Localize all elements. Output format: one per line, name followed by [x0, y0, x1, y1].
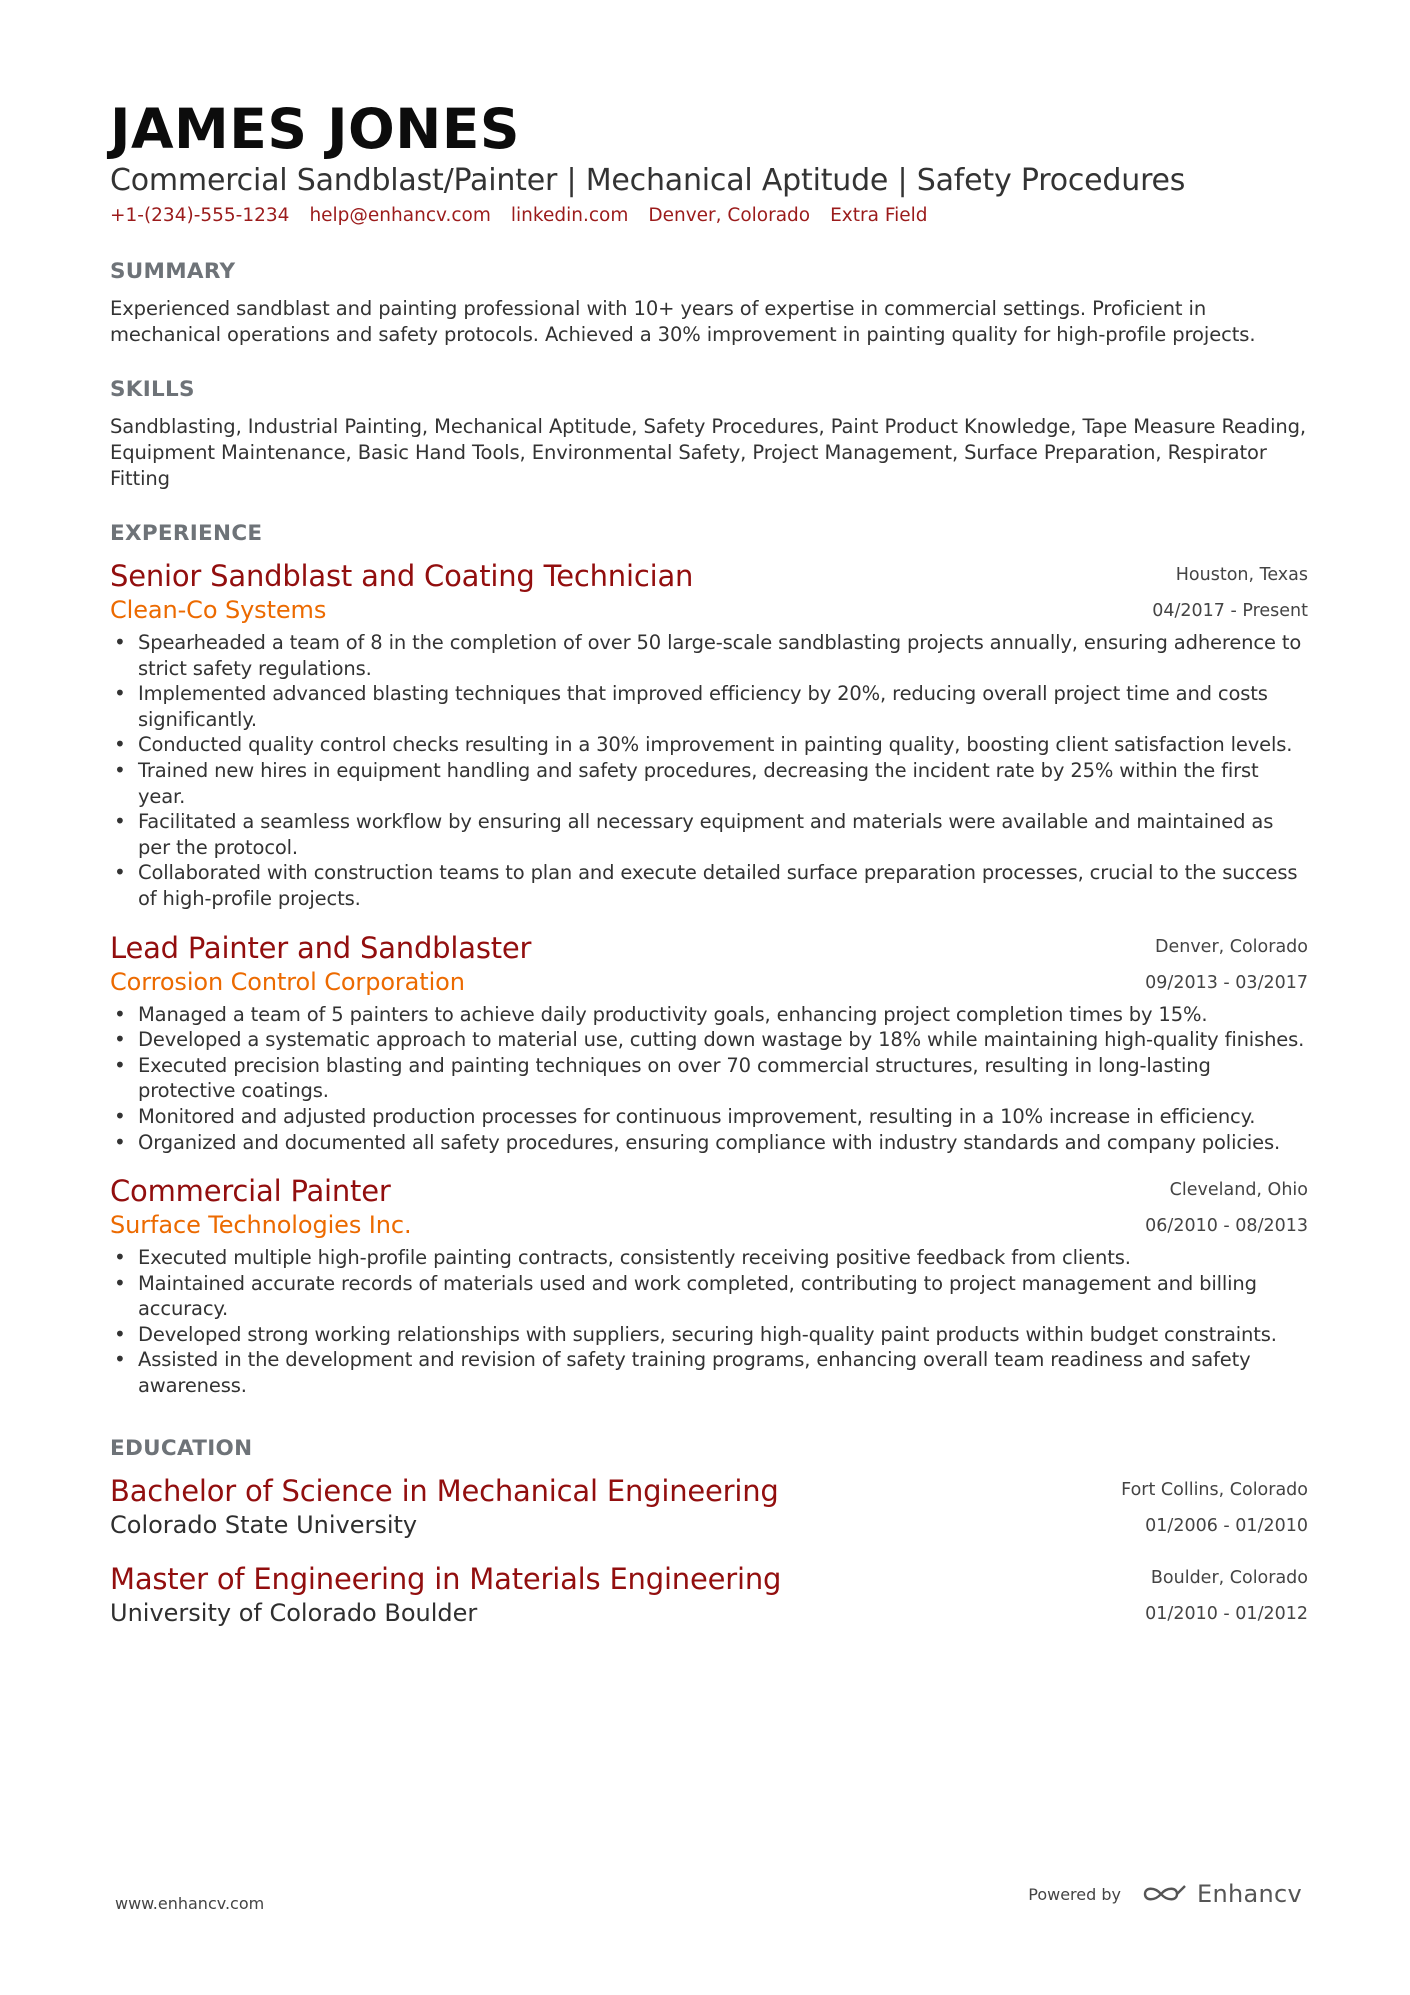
bullet-item: • Conducted quality control checks resulting in a 30% improvement in painting quality, boosting client satisfaction levels. [138, 732, 1308, 758]
skills-heading: SKILLS [110, 377, 195, 402]
contact-phone[interactable]: +1-(234)-555-1234 [110, 205, 290, 226]
experience-heading: EXPERIENCE [110, 521, 263, 546]
footer-branding [1028, 1880, 1302, 1908]
education-school: University of Colorado Boulder [110, 1598, 478, 1627]
bullet-item: • Maintained accurate records of materials used and work completed, contributing to project management and billing accuracy. [138, 1271, 1308, 1322]
bullet-item: • Collaborated with construction teams to plan and execute detailed surface preparation processes, crucial to the success of high-profile projects. [138, 860, 1308, 911]
experience-entry [110, 1173, 1308, 1399]
job-meta [1145, 1173, 1308, 1237]
job-company: Corrosion Control Corporation [110, 967, 465, 996]
job-location: Denver, Colorado [1154, 936, 1308, 957]
job-bullets [110, 1245, 1308, 1399]
education-entry [110, 1561, 1308, 1629]
job-bullets [110, 1002, 1308, 1156]
education-meta [1145, 1561, 1308, 1625]
job-dates: 09/2013 - 03/2017 [1145, 972, 1308, 993]
bullet-item: • Developed strong working relationships with suppliers, securing high-quality paint products within budget constraints. [138, 1322, 1308, 1348]
experience-section [110, 520, 1308, 1399]
contact-linkedin[interactable]: linkedin.com [510, 205, 629, 226]
education-degree: Master of Engineering in Materials Engineering [110, 1561, 782, 1596]
bullet-item: • Assisted in the development and revision of safety training programs, enhancing overall team readiness and safety awareness. [138, 1347, 1308, 1398]
experience-entry [110, 930, 1308, 1156]
education-school: Colorado State University [110, 1510, 418, 1539]
education-dates: 01/2006 - 01/2010 [1145, 1515, 1308, 1536]
summary-section [110, 258, 1308, 348]
job-company: Clean-Co Systems [110, 596, 327, 624]
footer-website[interactable]: www.enhancv.com [115, 1894, 265, 1913]
bullet-item: • Executed multiple high-profile painting contracts, consistently receiving positive feedback from clients. [138, 1245, 1308, 1271]
bullet-item: • Organized and documented all safety procedures, ensuring compliance with industry standards and company policies. [138, 1130, 1308, 1156]
bullet-item: • Monitored and adjusted production processes for continuous improvement, resulting in a 10% increase in efficiency. [138, 1104, 1308, 1130]
job-dates: 04/2017 - Present [1152, 601, 1308, 621]
job-meta [1152, 558, 1308, 622]
contact-extra-field: Extra Field [830, 205, 928, 226]
summary-text: Experienced sandblast and painting professional with 10+ years of expertise in commercial settings. Proficient in mechanical operations and safety protocols. Achieved a 30% improvement in painting quality for high-profile projects. [110, 297, 1256, 346]
job-meta [1145, 930, 1308, 994]
infinity-logo-icon [1141, 1882, 1187, 1906]
bullet-item: • Managed a team of 5 painters to achieve daily productivity goals, enhancing project completion times by 15%. [138, 1002, 1308, 1028]
education-meta [1121, 1473, 1308, 1537]
contact-location: Denver, Colorado [648, 205, 811, 226]
brand-name: Enhancv [1196, 1880, 1302, 1908]
education-entry [110, 1473, 1308, 1541]
bullet-item: • Trained new hires in equipment handling and safety procedures, decreasing the incident rate by 25% within the first year. [138, 758, 1308, 809]
education-degree: Bachelor of Science in Mechanical Engineering [110, 1473, 779, 1508]
job-location: Cleveland, Ohio [1169, 1180, 1308, 1201]
resume-page [110, 96, 1308, 1629]
education-dates: 01/2010 - 01/2012 [1145, 1603, 1308, 1624]
bullet-item: • Implemented advanced blasting techniques that improved efficiency by 20%, reducing overall project time and costs significantly. [138, 681, 1308, 732]
job-company: Surface Technologies Inc. [110, 1211, 412, 1240]
summary-heading: SUMMARY [110, 259, 236, 284]
contact-list [110, 204, 1308, 228]
candidate-headline: Commercial Sandblast/Painter | Mechanical Aptitude | Safety Procedures [110, 163, 1186, 198]
candidate-name: JAMES JONES [110, 97, 521, 161]
bullet-item: • Spearheaded a team of 8 in the completion of over 50 large-scale sandblasting projects annually, ensuring adherence to strict safety regulations. [138, 630, 1308, 681]
experience-entry [110, 558, 1308, 912]
job-bullets [110, 630, 1308, 912]
job-title: Senior Sandblast and Coating Technician [110, 559, 694, 593]
bullet-item: • Facilitated a seamless workflow by ensuring all necessary equipment and materials were available and maintained as per the protocol. [138, 809, 1308, 860]
brand-logo[interactable] [1141, 1880, 1302, 1908]
education-location: Fort Collins, Colorado [1121, 1479, 1308, 1500]
skills-section [110, 376, 1308, 492]
bullet-item: • Developed a systematic approach to material use, cutting down wastage by 18% while maintaining high-quality finishes. [138, 1027, 1308, 1053]
education-section [110, 1435, 1308, 1629]
powered-by-label: Powered by [1028, 1884, 1121, 1904]
job-title: Lead Painter and Sandblaster [110, 930, 532, 965]
bullet-item: • Executed precision blasting and painting techniques on over 70 commercial structures, resulting in long-lasting protective coatings. [138, 1053, 1308, 1104]
job-dates: 06/2010 - 08/2013 [1145, 1216, 1308, 1237]
skills-text: Sandblasting, Industrial Painting, Mechanical Aptitude, Safety Procedures, Paint Product Knowledge, Tape Measure Reading, Equipment Maintenance, Basic Hand Tools, Environmental Safety, Project Management, Surface Preparation, Respirator Fitting [110, 415, 1307, 490]
contact-email[interactable]: help@enhancv.com [309, 205, 491, 226]
education-location: Boulder, Colorado [1150, 1567, 1308, 1588]
job-title: Commercial Painter [110, 1174, 391, 1209]
job-location: Houston, Texas [1175, 565, 1308, 585]
education-heading: EDUCATION [110, 1435, 253, 1461]
